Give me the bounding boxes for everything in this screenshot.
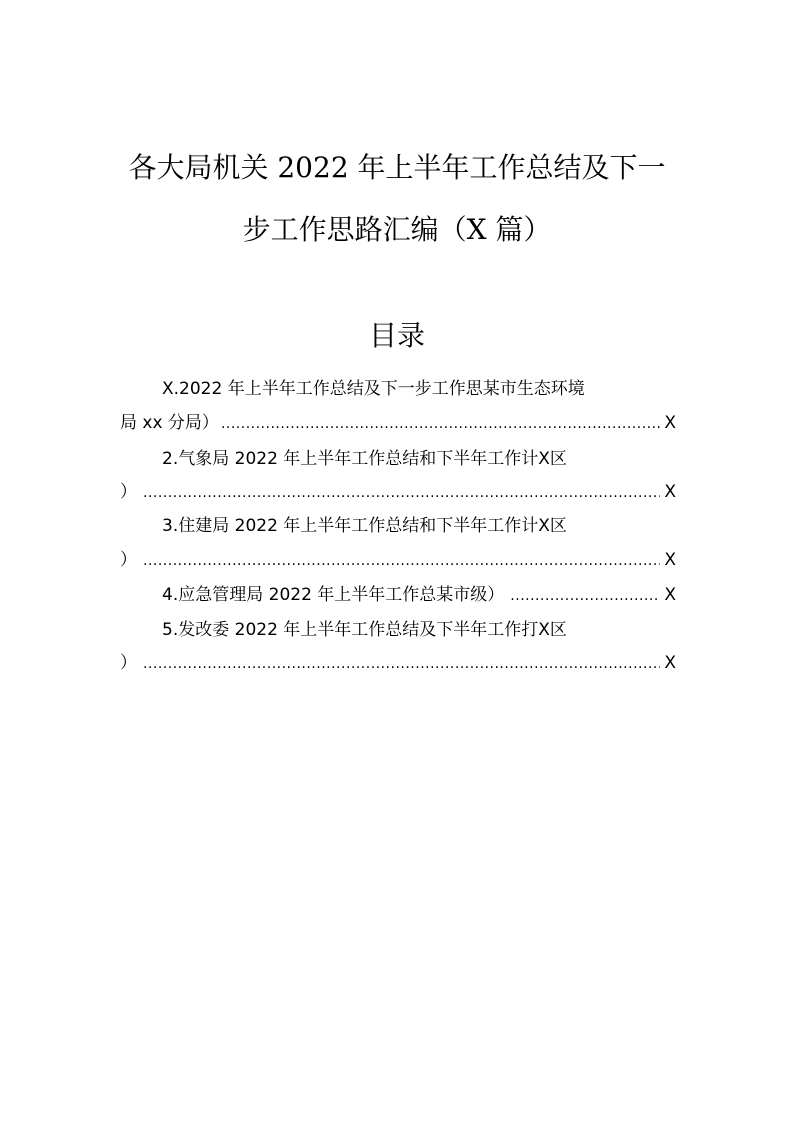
toc-entry-3-line-2[interactable] — [120, 545, 676, 575]
toc-entry-2-line-2[interactable] — [120, 477, 676, 507]
toc-entry-5-page: X — [664, 653, 676, 673]
toc-entry-4[interactable] — [120, 580, 676, 610]
toc-entry-3-line-1[interactable] — [120, 511, 676, 541]
toc-entry-2-line-1[interactable] — [120, 444, 676, 474]
toc-entry-1-line-1[interactable] — [120, 374, 676, 404]
toc-entry-4-title: 4.应急管理局 2022 年上半年工作总某市级） — [162, 585, 505, 605]
toc-entry-5-title-continued: ） — [120, 653, 137, 673]
toc-dot-leader — [143, 478, 660, 507]
toc-entry-1-title-continued: 局 xx 分局） — [120, 413, 219, 433]
toc-entry-5-line-1[interactable] — [120, 615, 676, 645]
toc-entry-3-title-continued: ） — [120, 550, 137, 570]
toc-entry-1-line-2[interactable] — [120, 408, 676, 438]
toc-dot-leader — [143, 649, 660, 678]
toc-entry-1-title: X.2022 年上半年工作总结及下一步工作思某市生态环境 — [162, 379, 585, 399]
toc-entry-4-page: X — [664, 585, 676, 605]
document-title-line-2: 步工作思路汇编（X 篇） — [242, 213, 552, 246]
toc-entry-3-page: X — [664, 550, 676, 570]
document-title-line-1: 各大局机关 2022 年上半年工作总结及下一 — [128, 151, 666, 184]
toc-entry-1-page: X — [664, 413, 676, 433]
toc-entry-5-title: 5.发改委 2022 年上半年工作总结及下半年工作打X区 — [162, 620, 567, 640]
toc-entry-3-title: 3.住建局 2022 年上半年工作总结和下半年工作计X区 — [162, 516, 567, 536]
toc-dot-leader — [510, 581, 660, 610]
toc-heading: 目录 — [368, 319, 425, 352]
toc-dot-leader — [143, 546, 660, 575]
toc-entry-2-page: X — [664, 482, 676, 502]
toc-dot-leader — [221, 409, 660, 438]
toc-entry-2-title: 2.气象局 2022 年上半年工作总结和下半年工作计X区 — [162, 449, 567, 469]
toc-entry-5-line-2[interactable] — [120, 648, 676, 678]
toc-entry-2-title-continued: ） — [120, 482, 137, 502]
